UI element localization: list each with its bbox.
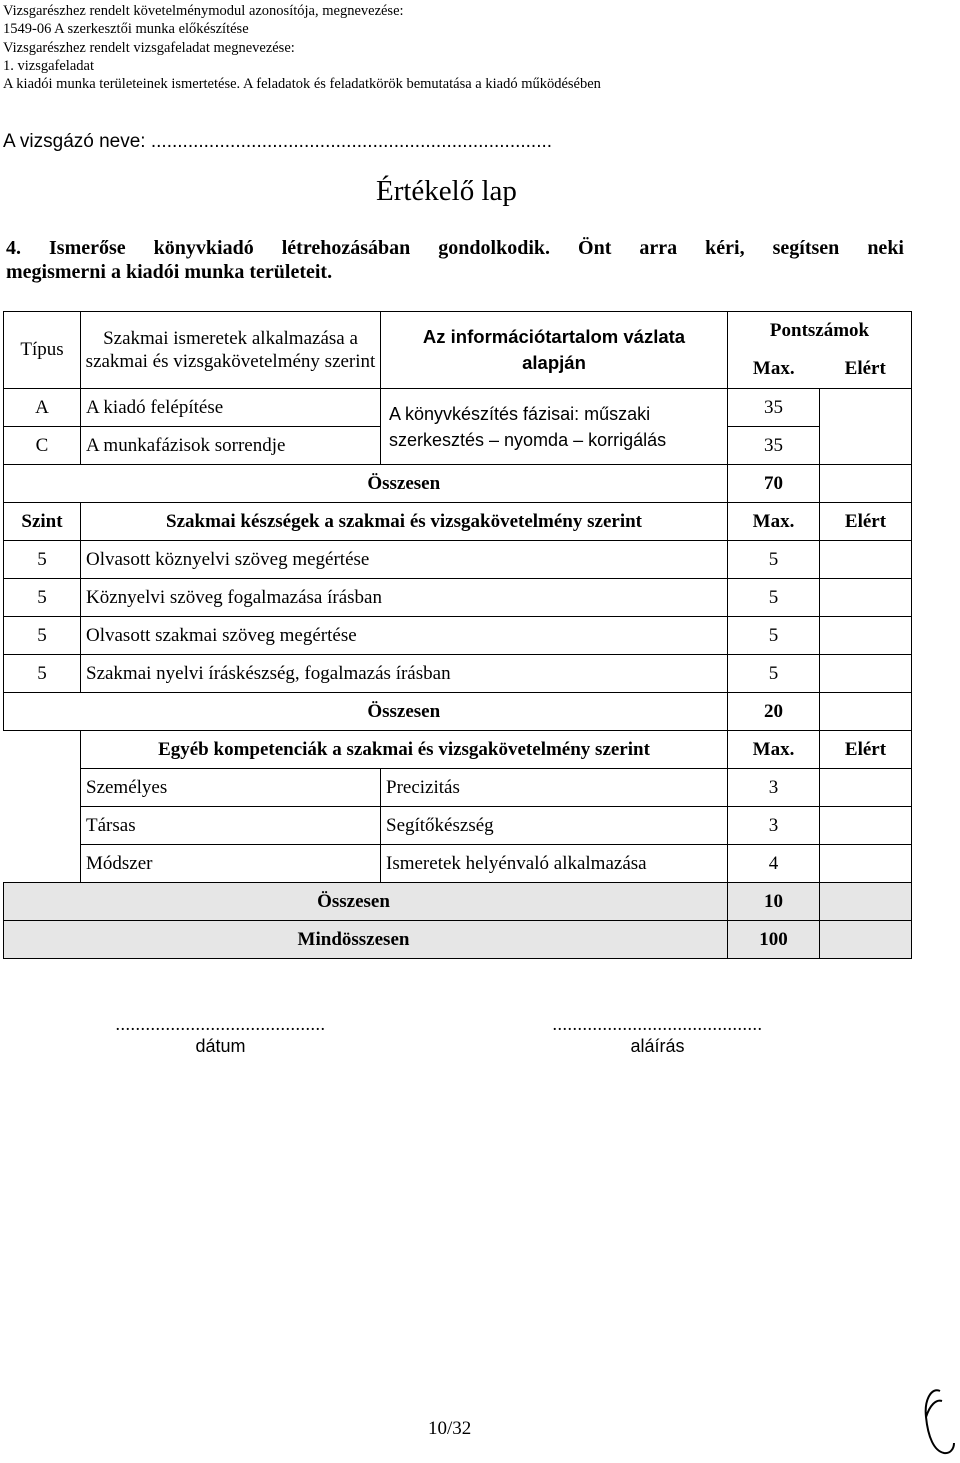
skill-level: 5 <box>4 617 81 655</box>
knowledge-type: A <box>4 389 81 427</box>
skill-level: 5 <box>4 655 81 693</box>
header-elert: Elért <box>820 350 912 389</box>
total-row <box>4 465 912 503</box>
total-value: 10 <box>728 883 820 921</box>
header-szakmai-keszsegek: Szakmai készségek a szakmai és vizsgakövetelmény szerint <box>81 503 728 541</box>
skill-level: 5 <box>4 541 81 579</box>
task-line-1 <box>6 236 904 260</box>
header-elert: Elért <box>820 731 912 769</box>
blank-cell <box>4 731 81 883</box>
task-word: könyvkiadó <box>153 237 254 259</box>
header-line: Vizsgarészhez rendelt vizsgafeladat megnevezése: <box>3 39 295 56</box>
skill-level: 5 <box>4 579 81 617</box>
header-informacio: Az információtartalom vázlata alapján <box>381 312 728 389</box>
competency-elert <box>820 845 912 883</box>
task-word: arra <box>639 237 678 259</box>
total-row <box>4 883 912 921</box>
header-elert: Elért <box>820 503 912 541</box>
header-line: 1549-06 A szerkesztői munka előkészítése <box>3 21 249 38</box>
competency-category: Módszer <box>81 845 381 883</box>
competency-elert <box>820 769 912 807</box>
table-row <box>4 655 912 693</box>
header-line: A kiadói munka területeinek ismertetése. A feladatok és feladatkörök bemutatása a kiadó működésében <box>3 76 601 93</box>
competency-label: Ismeretek helyénvaló alkalmazása <box>381 845 728 883</box>
skill-max: 5 <box>728 579 820 617</box>
table-row <box>4 845 912 883</box>
grand-total-elert <box>820 921 912 959</box>
skill-label: Olvasott szakmai szöveg megértése <box>81 617 728 655</box>
sign-signature-block <box>525 1013 790 1057</box>
task-word: gondolkodik. <box>438 237 551 259</box>
skill-elert <box>820 617 912 655</box>
handwritten-mark-icon <box>918 1385 958 1460</box>
header-egyeb-kompetenciak: Egyéb kompetenciák a szakmai és vizsgakövetelmény szerint <box>81 731 728 769</box>
total-spacer <box>4 693 81 731</box>
skill-max: 5 <box>728 541 820 579</box>
table-row <box>4 389 912 427</box>
total-label-text: Összesen <box>317 890 390 912</box>
task-word: Önt <box>578 237 612 259</box>
header-max: Max. <box>728 731 820 769</box>
task-word: neki <box>867 237 904 259</box>
date-dots: .......................................... <box>115 1014 326 1034</box>
table-row <box>4 769 912 807</box>
skill-label: Szakmai nyelvi íráskészség, fogalmazás írásban <box>81 655 728 693</box>
grand-total-label-text: Mindösszesen <box>297 928 410 950</box>
competency-elert <box>820 807 912 845</box>
knowledge-info: A könyvkészítés fázisai: műszaki szerkesztés – nyomda – korrigálás <box>381 389 728 465</box>
grand-total-label <box>4 921 728 959</box>
knowledge-label: A munkafázisok sorrendje <box>81 427 381 465</box>
date-label: dátum <box>195 1036 246 1056</box>
knowledge-label: A kiadó felépítése <box>81 389 381 427</box>
total-label: Összesen <box>81 693 728 731</box>
competency-max: 4 <box>728 845 820 883</box>
table-row <box>4 617 912 655</box>
skill-label: Köznyelvi szöveg fogalmazása írásban <box>81 579 728 617</box>
total-spacer <box>4 465 81 503</box>
table-row <box>4 579 912 617</box>
total-value: 20 <box>728 693 820 731</box>
competency-max: 3 <box>728 807 820 845</box>
total-elert <box>820 883 912 921</box>
task-word: 4. <box>6 237 21 259</box>
knowledge-max: 35 <box>728 389 820 427</box>
competency-label: Segítőkészség <box>381 807 728 845</box>
page-number: 10/32 <box>428 1418 472 1439</box>
task-line-2: megismerni a kiadói munka területeit. <box>6 261 333 283</box>
task-description <box>6 236 904 284</box>
candidate-name-line: A vizsgázó neve: ............................................................................ <box>3 131 553 152</box>
competency-category: Társas <box>81 807 381 845</box>
skill-max: 5 <box>728 617 820 655</box>
table-row <box>4 807 912 845</box>
other-header-row <box>4 731 912 769</box>
header-line: 1. vizsgafeladat <box>3 57 94 74</box>
task-word: segítsen <box>772 237 840 259</box>
table-row <box>4 541 912 579</box>
header-max: Max. <box>728 503 820 541</box>
competency-label: Precizitás <box>381 769 728 807</box>
competency-category: Személyes <box>81 769 381 807</box>
header-line: Vizsgarészhez rendelt követelménymodul azonosítója, megnevezése: <box>3 3 404 19</box>
grand-total-value: 100 <box>728 921 820 959</box>
page-title: Értékelő lap <box>376 175 517 207</box>
sign-label: aláírás <box>630 1036 685 1056</box>
total-elert <box>820 465 912 503</box>
total-label <box>4 883 728 921</box>
task-word: létrehozásában <box>281 237 411 259</box>
skill-label: Olvasott köznyelvi szöveg megértése <box>81 541 728 579</box>
table-header-row <box>4 312 912 351</box>
knowledge-type: C <box>4 427 81 465</box>
skill-elert <box>820 655 912 693</box>
competency-max: 3 <box>728 769 820 807</box>
grand-total-row <box>4 921 912 959</box>
task-word: kéri, <box>705 237 745 259</box>
total-elert <box>820 693 912 731</box>
total-row <box>4 693 912 731</box>
header-szakmai-ismeretek: Szakmai ismeretek alkalmazása a szakmai és vizsgakövetelmény szerint <box>81 312 381 389</box>
evaluation-table <box>3 311 912 959</box>
skill-max: 5 <box>728 655 820 693</box>
header-szint: Szint <box>4 503 81 541</box>
header-pontszamok: Pontszámok <box>728 312 912 351</box>
total-value: 70 <box>728 465 820 503</box>
date-signature-block <box>88 1013 353 1057</box>
knowledge-max: 35 <box>728 427 820 465</box>
sign-dots: .......................................... <box>552 1014 763 1034</box>
header-tipus: Típus <box>4 312 81 389</box>
header-max: Max. <box>728 350 820 389</box>
skill-elert <box>820 541 912 579</box>
knowledge-elert <box>820 389 912 465</box>
total-label: Összesen <box>81 465 728 503</box>
document-header <box>3 2 601 93</box>
task-word: Ismerőse <box>49 237 126 259</box>
skill-elert <box>820 579 912 617</box>
skills-header-row <box>4 503 912 541</box>
